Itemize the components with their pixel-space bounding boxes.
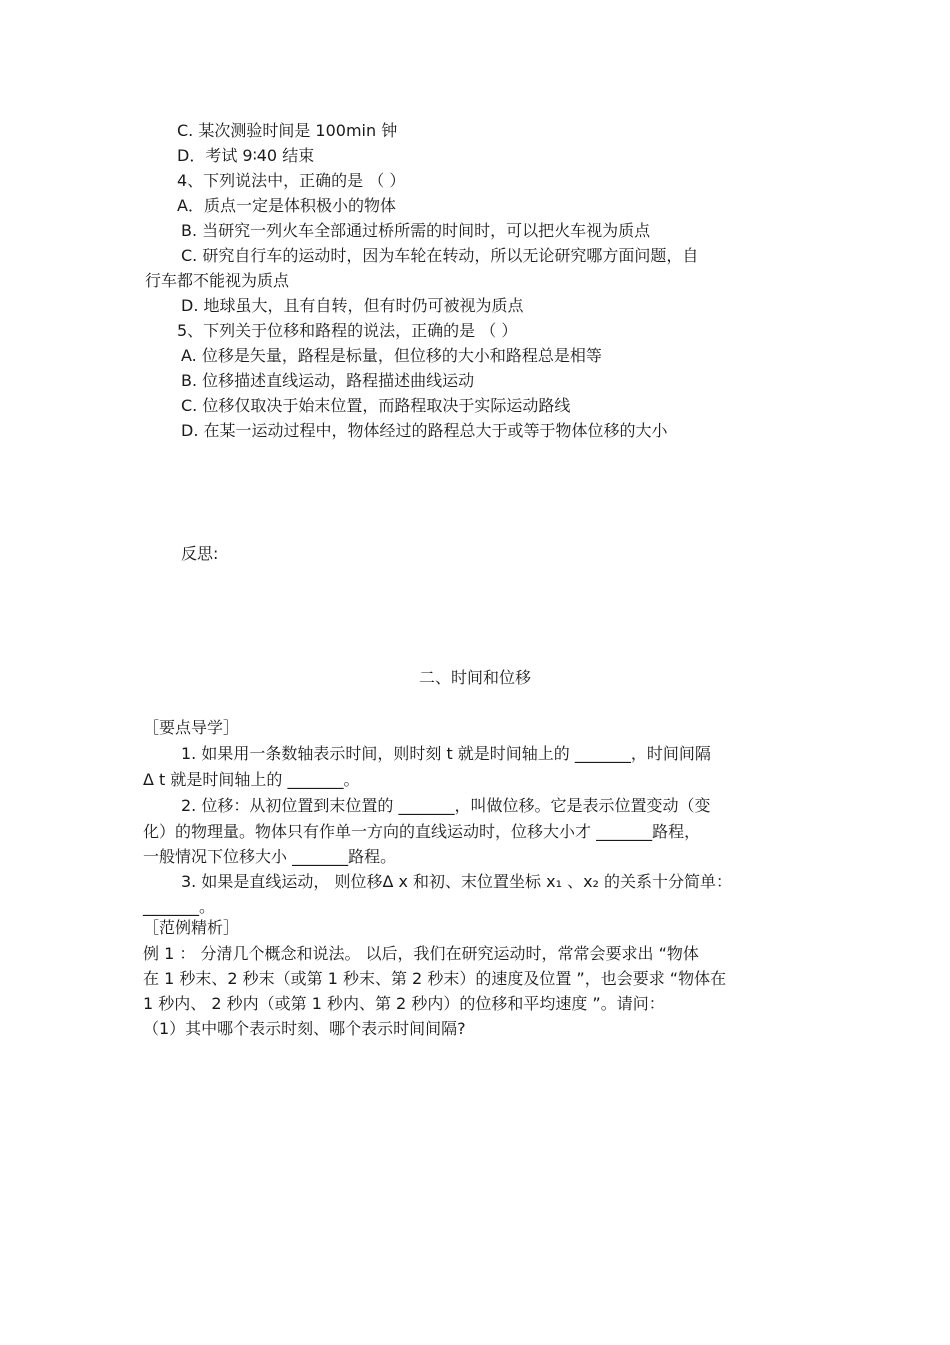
question-4-option-a: A．质点一定是体积极小的物体: [177, 196, 396, 215]
question-4-stem: 4、下列说法中，正确的是 （ ）: [177, 171, 406, 190]
key-point-1: 1. 如果用一条数轴表示时间，则时刻 t 就是时间轴上的 _______，时间间隔: [181, 744, 711, 763]
key-point-2: 2. 位移：从初位置到末位置的 _______，叫做位移。它是表示位置变动（变: [181, 796, 711, 815]
question-5-stem: 5、下列关于位移和路程的说法，正确的是 （ ）: [177, 321, 518, 340]
reflection-label: 反思:: [181, 544, 219, 563]
example-1-line-3: 1 秒内、 2 秒内（或第 1 秒内、第 2 秒内）的位移和平均速度 ”。请问：: [143, 994, 665, 1013]
example-1-question-1: （1）其中哪个表示时刻、哪个表示时间间隔?: [143, 1019, 466, 1038]
question-5-option-b: B. 位移描述直线运动，路程描述曲线运动: [181, 371, 475, 390]
key-point-3: 3. 如果是直线运动， 则位移Δ x 和初、末位置坐标 x₁ 、x₂ 的关系十分简单：: [181, 872, 733, 891]
example-1-line-1: 例 1 ： 分清几个概念和说法。 以后，我们在研究运动时，常常会要求出 “物体: [143, 944, 699, 963]
question-4-option-d: D. 地球虽大，且有自转，但有时仍可被视为质点: [181, 296, 524, 315]
example-1-line-2: 在 1 秒末、2 秒末（或第 1 秒末、第 2 秒末）的速度及位置 ”，也会要求 “物体在: [143, 969, 727, 988]
option-d-exam-end: D．考试 9∶40 结束: [177, 146, 315, 165]
question-4-option-c-cont: 行车都不能视为质点: [145, 271, 290, 290]
question-5-option-a: A. 位移是矢量，路程是标量，但位移的大小和路程总是相等: [181, 346, 602, 365]
section-title: 二、时间和位移: [418, 668, 531, 687]
question-4-option-c: C. 研究自行车的运动时，因为车轮在转动，所以无论研究哪方面问题，自: [181, 246, 699, 265]
key-points-heading: ［要点导学］: [143, 718, 240, 737]
option-c-test-time: C. 某次测验时间是 100min 钟: [177, 121, 398, 140]
key-point-2-cont-2: 一般情况下位移大小 _______路程。: [143, 847, 397, 866]
key-point-1-cont: Δ t 就是时间轴上的 _______。: [143, 770, 360, 789]
key-point-2-cont-1: 化）的物理量。物体只有作单一方向的直线运动时，位移大小才 _______路程，: [143, 822, 701, 841]
question-5-option-d: D. 在某一运动过程中，物体经过的路程总大于或等于物体位移的大小: [181, 421, 668, 440]
question-4-option-b: B. 当研究一列火车全部通过桥所需的时间时，可以把火车视为质点: [181, 221, 651, 240]
key-point-3-cont: _______。: [143, 897, 216, 916]
examples-heading: ［范例精析］: [143, 918, 240, 937]
question-5-option-c: C. 位移仅取决于始末位置，而路程取决于实际运动路线: [181, 396, 571, 415]
